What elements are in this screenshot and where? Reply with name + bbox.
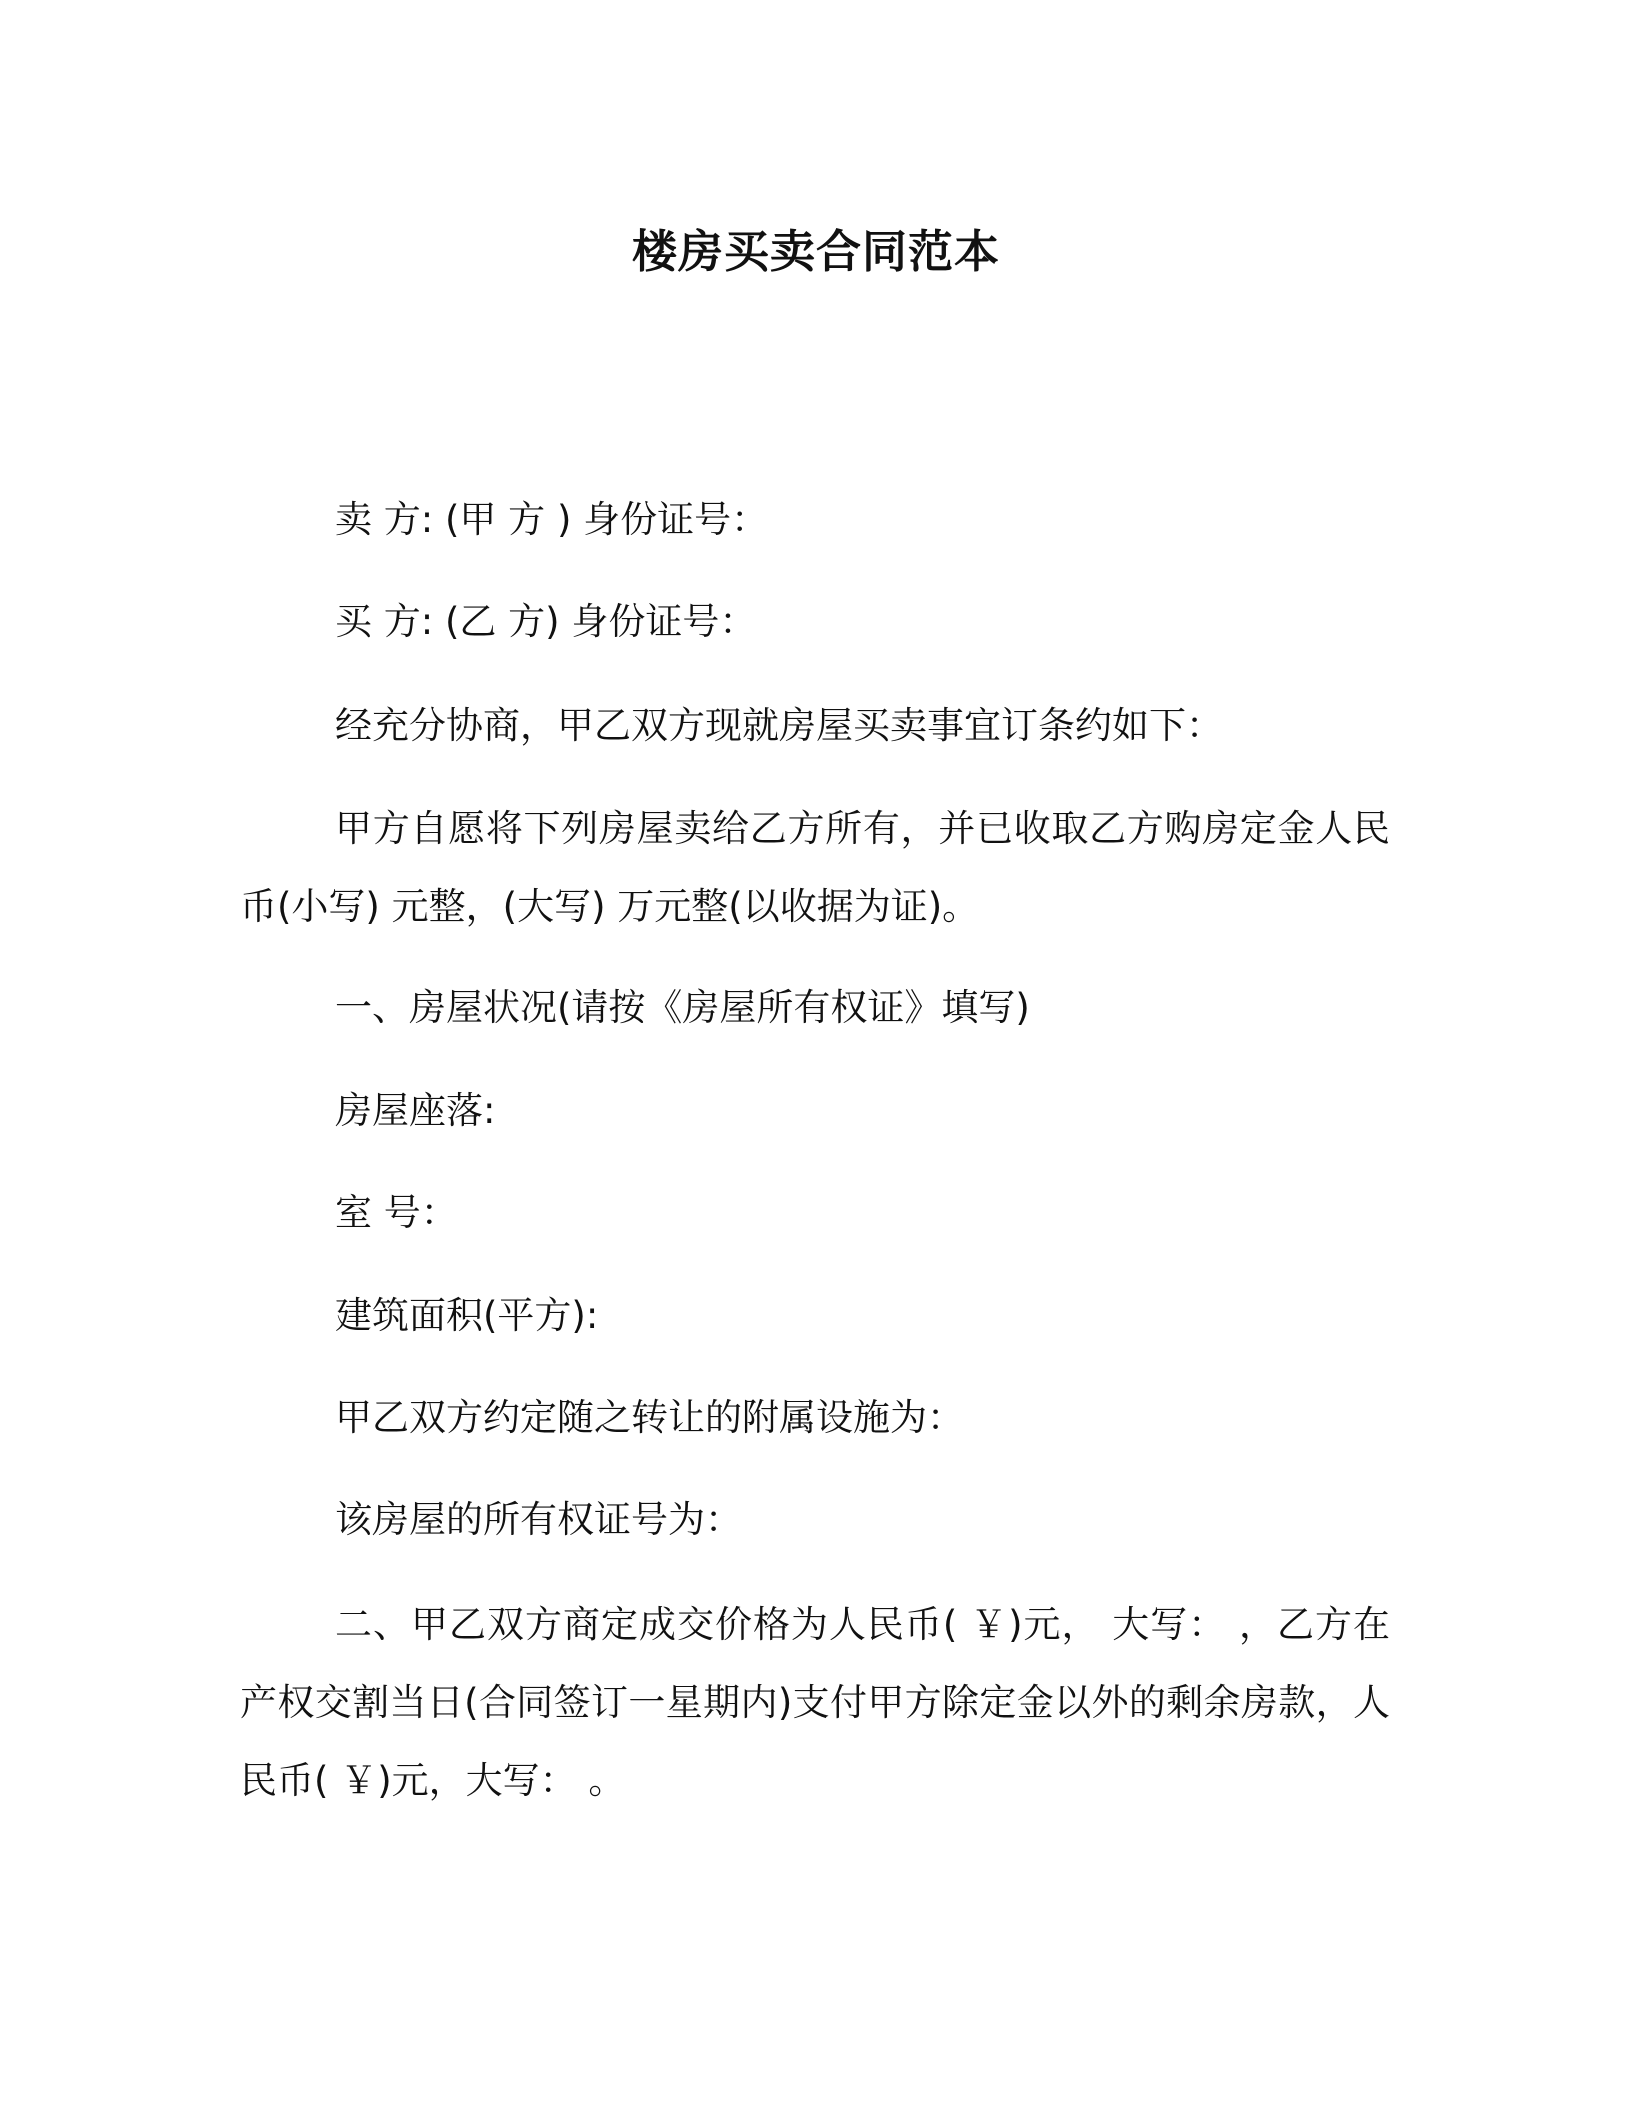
buyer-line: 买 方: (乙 方) 身份证号： (335, 600, 757, 643)
location-label: 房屋座落: (335, 1089, 496, 1132)
room-label: 室 号： (335, 1191, 458, 1234)
facilities-label: 甲乙双方约定随之转让的附属设施为： (335, 1396, 964, 1439)
certificate-label: 该房屋的所有权证号为： (335, 1498, 742, 1541)
consult-line: 经充分协商，甲乙双方现就房屋买卖事宜订条约如下： (335, 704, 1223, 747)
section2-paragraph: 二、甲乙双方商定成交价格为人民币( ￥)元， 大写： ，乙方在产权交割当日(合同签订一星期内)支付甲方除定金以外的剩余房款，人民币( ￥)元，大写： 。 (240, 1603, 1390, 1802)
seller-line: 卖 方: (甲 方 ) 身份证号： (335, 498, 769, 541)
area-label: 建筑面积(平方): (335, 1294, 599, 1337)
deposit-paragraph: 甲方自愿将下列房屋卖给乙方所有，并已收取乙方购房定金人民币(小写) 元整，(大写) 万元整(以收据为证)。 (240, 807, 1390, 928)
document-title: 楼房买卖合同范本 (631, 225, 1000, 278)
section1-heading: 一、房屋状况(请按《房屋所有权证》填写) (335, 986, 1030, 1029)
